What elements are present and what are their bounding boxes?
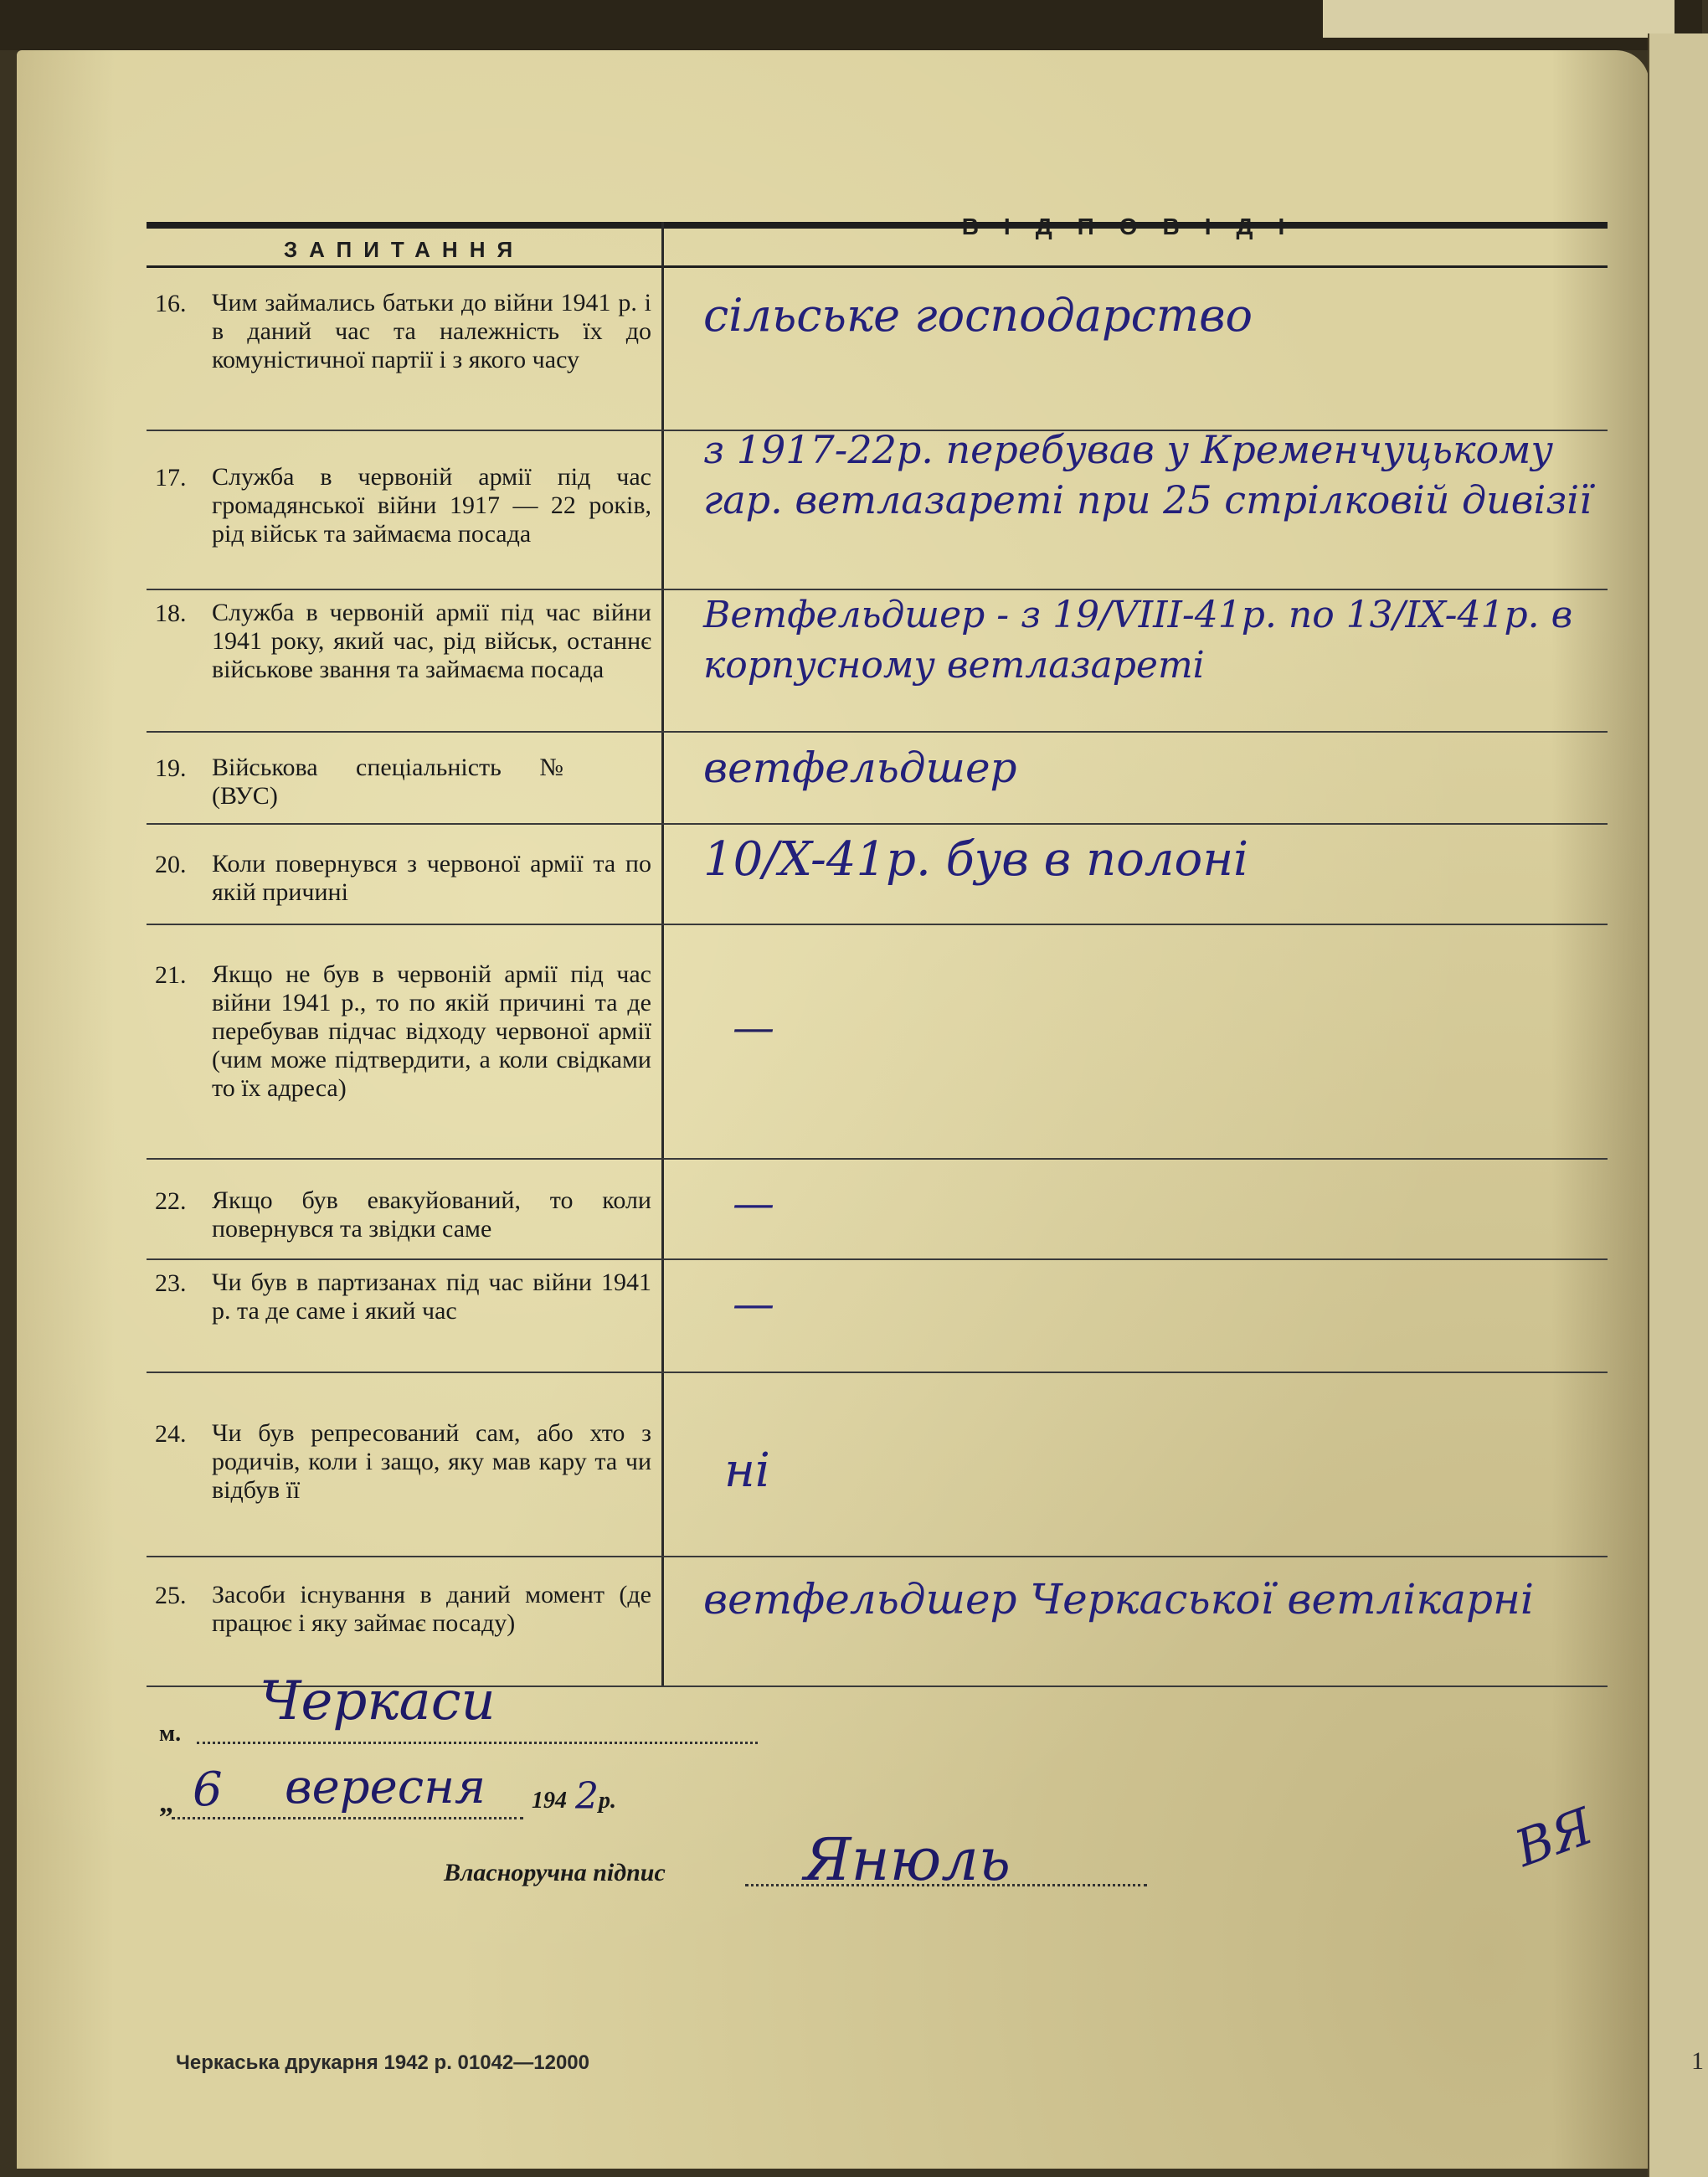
answer-text: — (733, 1003, 774, 1052)
answer-text: ветфельдшер (703, 744, 1017, 792)
row-number: 17. (155, 464, 187, 491)
row-number: 23. (155, 1269, 187, 1297)
row-number: 22. (155, 1187, 187, 1215)
answer-text: ветфельдшер Черкаської ветлікарні (703, 1575, 1534, 1624)
signature-value: Янюль (804, 1825, 1011, 1894)
table-row (147, 1373, 1608, 1557)
question-text: Чи був репресований сам, або хто з родичів, коли і защо, яку мав кару та чи відбув її (212, 1419, 651, 1504)
table-row (147, 733, 1608, 825)
header-rule-bottom (147, 265, 1608, 268)
city-line (197, 1742, 758, 1744)
row-number: 16. (155, 290, 187, 317)
table-row (147, 427, 1608, 590)
answer-text: ні (724, 1444, 770, 1498)
row-number: 24. (155, 1420, 187, 1448)
year-suffix: 2 (575, 1775, 599, 1818)
year-unit: р. (599, 1788, 616, 1814)
question-text: Чим займались батьки до війни 1941 р. і в даний час та належність їх до комуністичної партії і з якого часу (212, 289, 651, 373)
table-row (147, 825, 1608, 925)
question-text: Якщо був евакуйований, то коли повернувся та звідки саме (212, 1186, 651, 1243)
table-row (147, 1557, 1608, 1687)
answer-text: — (733, 1179, 774, 1227)
table-row (147, 590, 1608, 733)
date-open-quote: „ (159, 1788, 173, 1819)
question-text: Коли повернувся з червоної армії та по якій причині (212, 850, 651, 906)
answer-text: сільське господарство (703, 289, 1253, 342)
adjacent-sheet-right (1648, 33, 1708, 2177)
year-prefix: 194 (532, 1788, 567, 1814)
city-label: м. (159, 1721, 182, 1747)
date-day: 6 (193, 1763, 223, 1817)
row-number: 19. (155, 754, 187, 782)
row-number: 25. (155, 1582, 187, 1609)
side-page-number: 1 (1691, 2047, 1704, 2075)
row-number: 21. (155, 961, 187, 989)
question-text: Служба в червоній армії під час громадянської війни 1917 — 22 років, рід військ та займаєма посада (212, 463, 651, 548)
answers-header: ВІДПОВІДІ (961, 214, 1310, 239)
answer-text: з 1917-22р. перебував у Кременчуцькому гар. ветлазареті при 25 стрілковій дивізії (703, 427, 1592, 522)
city-value: Черкаси (260, 1670, 496, 1732)
row-number: 20. (155, 851, 187, 878)
table-row (147, 1160, 1608, 1260)
date-month: вересня (285, 1760, 486, 1814)
printer-imprint: Черкаська друкарня 1942 р. 01042—12000 (176, 2051, 590, 2074)
question-text: Засоби існування в даний момент (де працює і яку займає посаду) (212, 1581, 651, 1637)
question-text: Військова спеціальність № (ВУС) (212, 754, 563, 810)
adjacent-sheet-top (1323, 0, 1675, 38)
signature-label: Власноручна підпис (444, 1859, 666, 1886)
table-row (147, 1260, 1608, 1373)
table-row (147, 925, 1608, 1160)
answer-text: — (733, 1279, 774, 1328)
question-text: Якщо не був в червоній армії під час війни 1941 р., то по якій причині та де перебував підчас відходу червоної армії (чим може підтвердити, а коли свідками то їх адреса) (212, 960, 651, 1102)
row-number: 18. (155, 600, 187, 627)
initials-mark: ВЯ (1507, 1797, 1601, 1879)
question-text: Служба в червоній армії під час війни 1941 року, який час, рід військ, останнє військове звання та займаєма посада (212, 599, 651, 683)
answer-text: 10/X-41р. був в полоні (703, 832, 1249, 887)
question-text: Чи був в партизанах під час війни 1941 р. та де саме і який час (212, 1269, 651, 1325)
date-line (172, 1817, 523, 1819)
table-row (147, 289, 1608, 431)
questions-header: ЗАПИТАННЯ (283, 237, 525, 262)
answer-text: Ветфельдшер - з 19/VIII-41р. по 13/IX-41р. в корпусному ветлазареті (703, 594, 1573, 687)
